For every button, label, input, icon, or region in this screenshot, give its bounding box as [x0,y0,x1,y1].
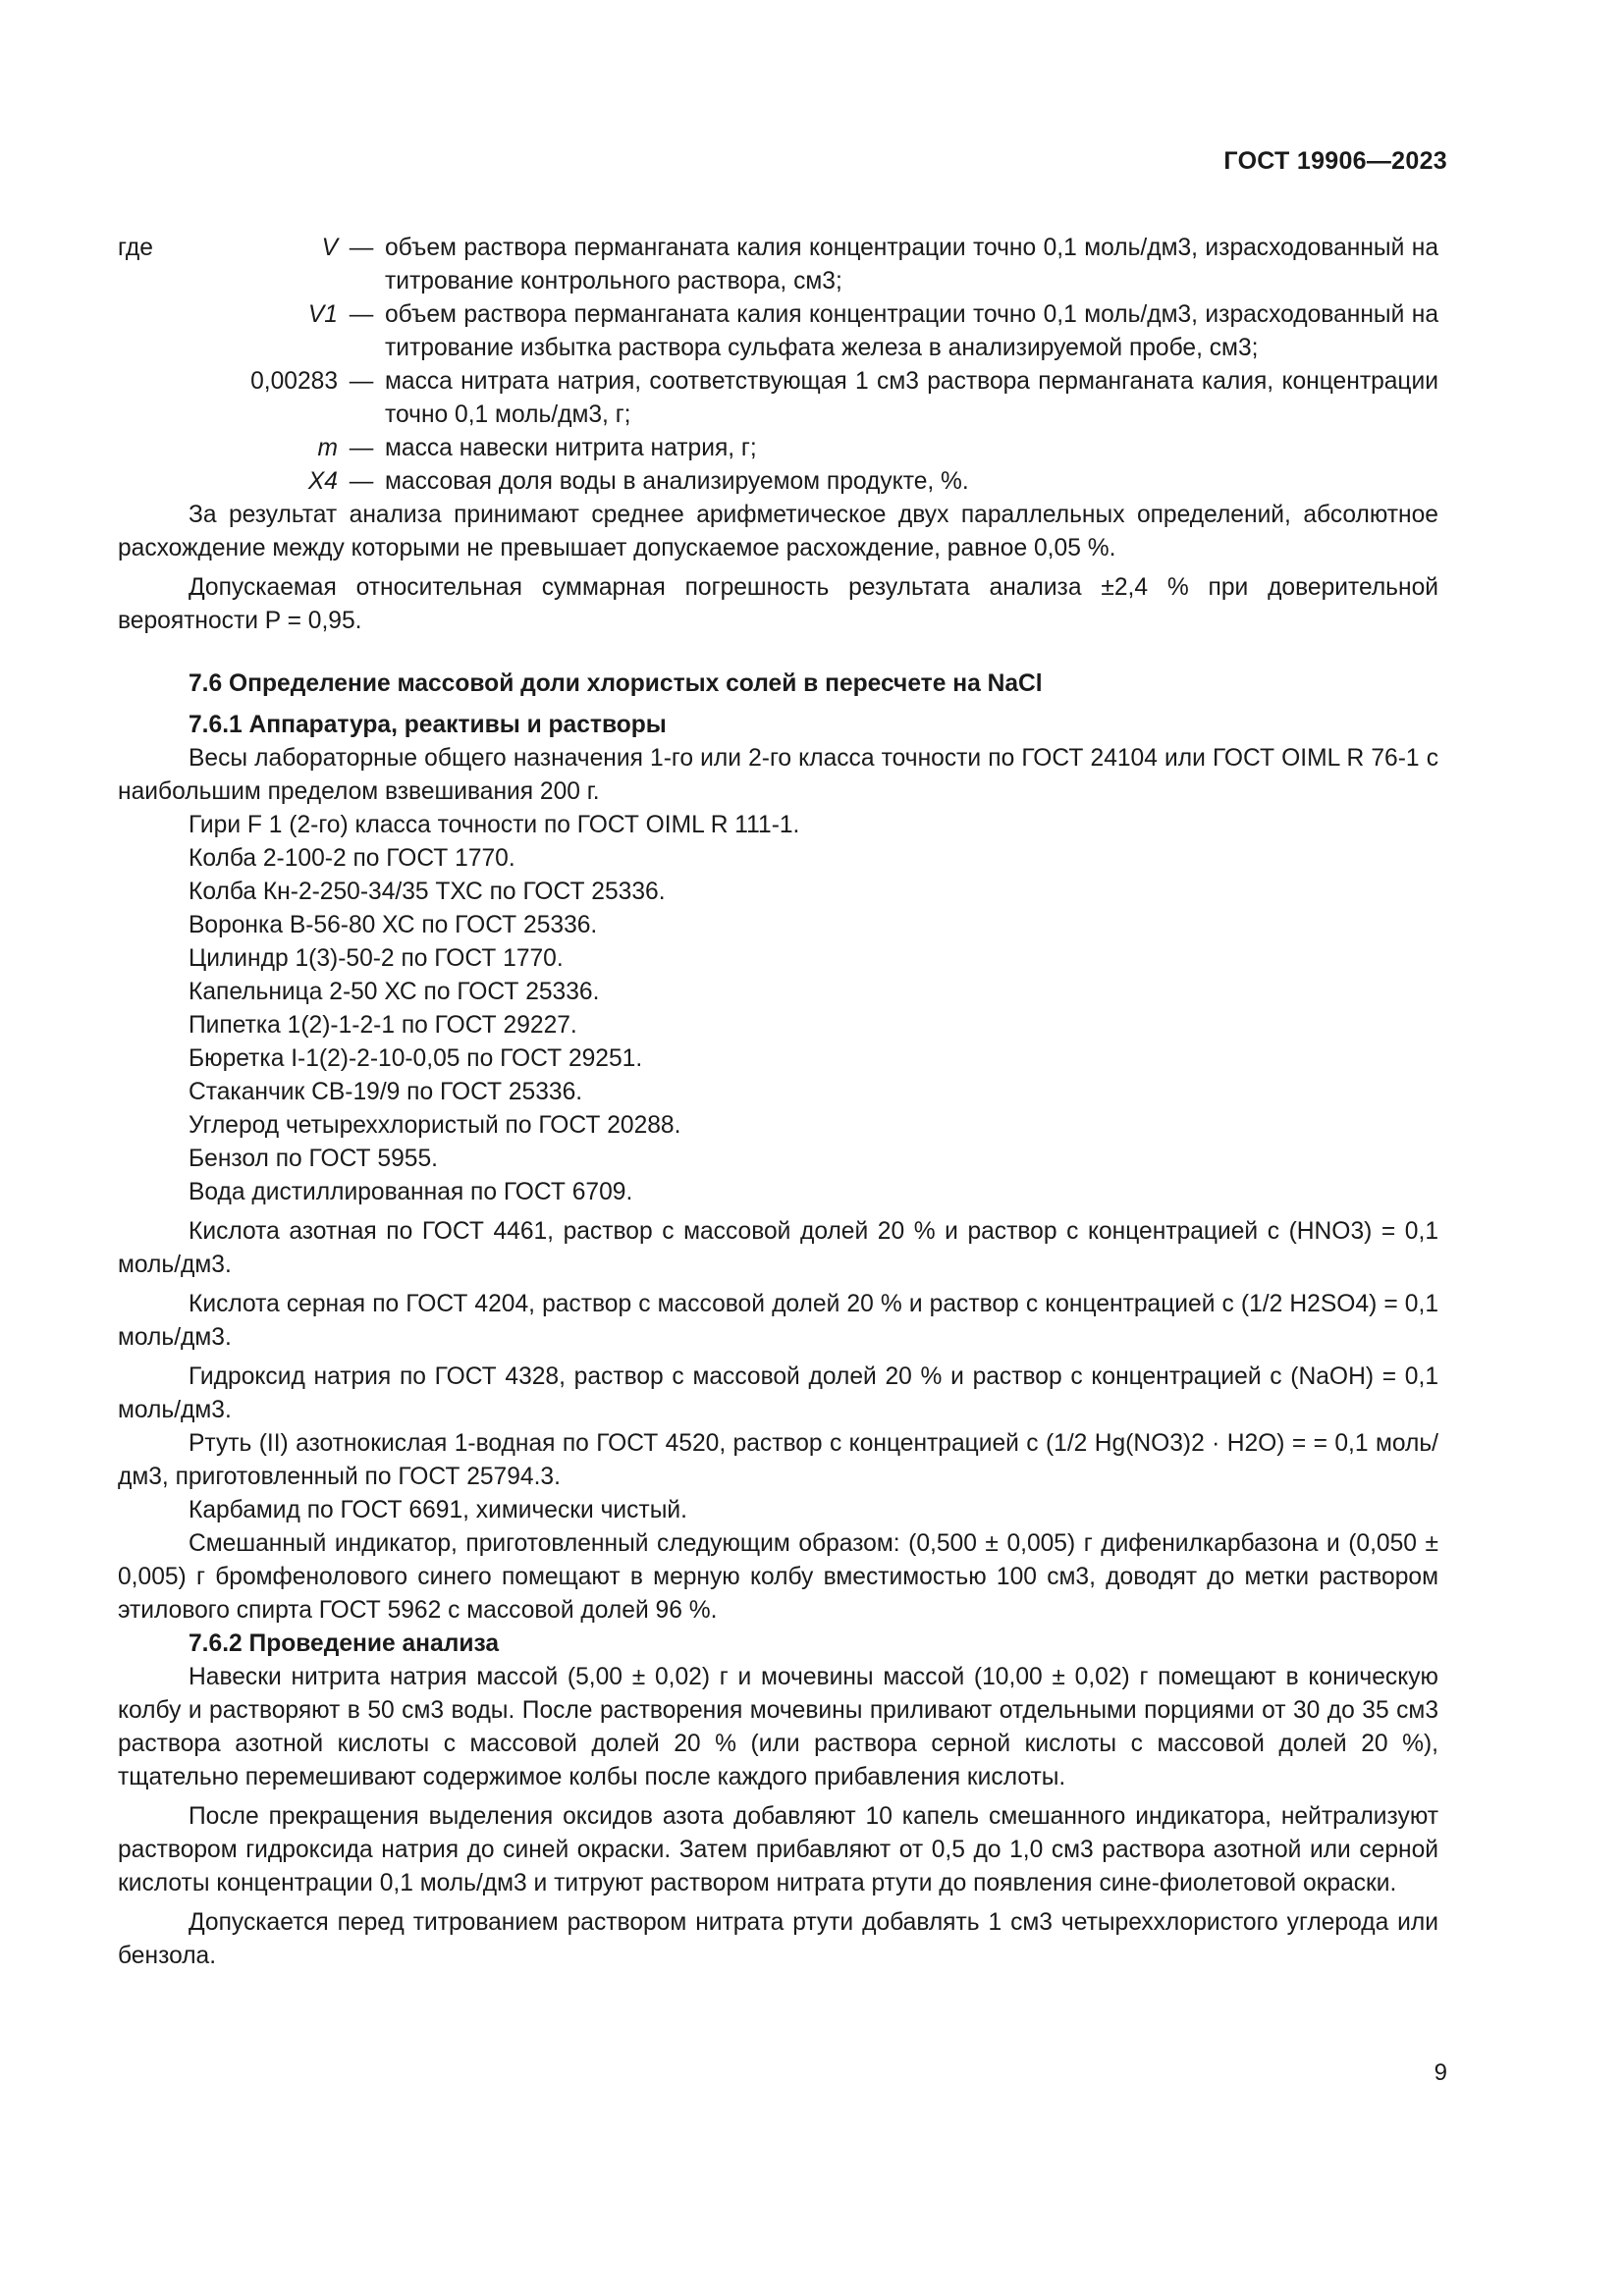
legend-item-v [118,232,1438,298]
legend-item-m [118,432,1438,465]
reagent-item: Капельница 2-50 ХС по ГОСТ 25336. [189,979,600,1005]
legend-text: масса нитрата натрия, соответствующая 1 см3 раствора перманганата калия, концентрации точно 0,1 моль/дм3, г; [385,368,1438,428]
legend-where-label: где [118,235,153,261]
carbamide-paragraph: Карбамид по ГОСТ 6691, химически чистый. [189,1497,687,1523]
legend-symbol: 0,00283 [250,368,338,395]
legend-dash: — [349,235,374,261]
legend-symbol: V [321,235,338,261]
legend-dash: — [349,368,374,395]
reagent-item: Колба 2-100-2 по ГОСТ 1770. [189,845,515,872]
reagent-item: Бензол по ГОСТ 5955. [189,1146,438,1172]
legend-text: массовая доля воды в анализируемом продукте, %. [385,468,969,495]
document-header: ГОСТ 19906—2023 [1223,147,1447,175]
legend-item-x4 [118,465,1438,499]
reagent-item: Гири F 1 (2-го) класса точности по ГОСТ OIML R 111-1. [189,812,800,838]
reagent-item: Вода дистиллированная по ГОСТ 6709. [189,1179,633,1205]
mercury-nitrate-paragraph: Ртуть (II) азотнокислая 1-водная по ГОСТ 4520, раствор с концентрацией c (1/2 Hg(NO3)2 · H2O) = = 0,1 моль/дм3, приготовленный по ГОСТ 25794.3. [118,1430,1438,1490]
legend-dash: — [349,435,374,461]
reagent-item: Стаканчик СВ-19/9 по ГОСТ 25336. [189,1079,583,1105]
reagent-item: Углерод четыреххлористый по ГОСТ 20288. [189,1112,681,1139]
legend-text: объем раствора перманганата калия концентрации точно 0,1 моль/дм3, израсходованный на титрование избытка раствора сульфата железа в анализируемой пробе, см3; [385,301,1438,361]
legend-item-coefficient [118,365,1438,432]
legend-dash: — [349,468,374,495]
legend-text: масса навески нитрита натрия, г; [385,435,757,461]
section-7-6-2-heading: 7.6.2 Проведение анализа [189,1630,500,1657]
sodium-hydroxide-paragraph: Гидроксид натрия по ГОСТ 4328, раствор с массовой долей 20 % и раствор с концентрацией c (NaOH) = 0,1 моль/дм3. [118,1363,1438,1423]
result-paragraph: За результат анализа принимают среднее арифметическое двух параллельных определений, абсолютное расхождение между которыми не превышает допускаемое расхождение, равное 0,05 %. [118,502,1438,561]
nitric-acid-paragraph: Кислота азотная по ГОСТ 4461, раствор с массовой долей 20 % и раствор с концентрацией c (HNO3) = 0,1 моль/дм3. [118,1218,1438,1278]
procedure-paragraph-3: Допускается перед титрованием раствором нитрата ртути добавлять 1 см3 четыреххлористого углерода или бензола. [118,1909,1438,1969]
section-7-6-1-heading: 7.6.1 Аппаратура, реактивы и растворы [189,712,667,738]
page-content [118,232,1438,1973]
sulfuric-acid-paragraph: Кислота серная по ГОСТ 4204, раствор с массовой долей 20 % и раствор с концентрацией c (1/2 H2SO4) = 0,1 моль/дм3. [118,1291,1438,1351]
legend-item-v1 [118,298,1438,365]
reagent-item: Пипетка 1(2)-1-2-1 по ГОСТ 29227. [189,1012,577,1039]
legend-symbol: V1 [307,301,338,328]
indicator-paragraph: Смешанный индикатор, приготовленный следующим образом: (0,500 ± 0,005) г дифенилкарбазона и (0,050 ± 0,005) г бромфенолового синего помещают в мерную колбу вместимостью 100 см3, доводят до метки раствором этилового спирта ГОСТ 5962 с массовой долей 96 %. [118,1530,1438,1624]
legend-symbol: X4 [307,468,338,495]
procedure-paragraph-1: Навески нитрита натрия массой (5,00 ± 0,02) г и мочевины массой (10,00 ± 0,02) г помещают в коническую колбу и растворяют в 50 см3 воды. После растворения мочевины приливают отдельными порциями от 30 до 35 см3 раствора азотной кислоты с массовой долей 20 % (или раствора серной кислоты с массовой долей 20 %), тщательно перемешивают содержимое колбы после каждого прибавления кислоты. [118,1664,1438,1790]
error-paragraph: Допускаемая относительная суммарная погрешность результата анализа ±2,4 % при доверительной вероятности P = 0,95. [118,574,1438,634]
procedure-paragraph-2: После прекращения выделения оксидов азота добавляют 10 капель смешанного индикатора, нейтрализуют раствором гидроксида натрия до синей окраски. Затем прибавляют от 0,5 до 1,0 см3 раствора азотной или серной кислоты концентрации 0,1 моль/дм3 и титруют раствором нитрата ртути до появления сине-фиолетовой окраски. [118,1803,1438,1896]
scales-paragraph: Весы лабораторные общего назначения 1-го или 2-го класса точности по ГОСТ 24104 или ГОСТ OIML R 76-1 с наибольшим пределом взвешивания 200 г. [118,745,1438,805]
legend-symbol: m [317,435,338,461]
reagent-item: Воронка В-56-80 ХС по ГОСТ 25336. [189,912,598,938]
section-7-6-heading: 7.6 Определение массовой доли хлористых солей в пересчете на NaCl [189,670,1043,697]
legend-text: объем раствора перманганата калия концентрации точно 0,1 моль/дм3, израсходованный на титрование контрольного раствора, см3; [385,235,1438,294]
reagent-item: Цилиндр 1(3)-50-2 по ГОСТ 1770. [189,945,564,972]
legend-dash: — [349,301,374,328]
reagent-item: Бюретка I-1(2)-2-10-0,05 по ГОСТ 29251. [189,1045,643,1072]
reagent-item: Колба Кн-2-250-34/35 ТХС по ГОСТ 25336. [189,879,666,905]
page-number: 9 [1434,2059,1447,2086]
